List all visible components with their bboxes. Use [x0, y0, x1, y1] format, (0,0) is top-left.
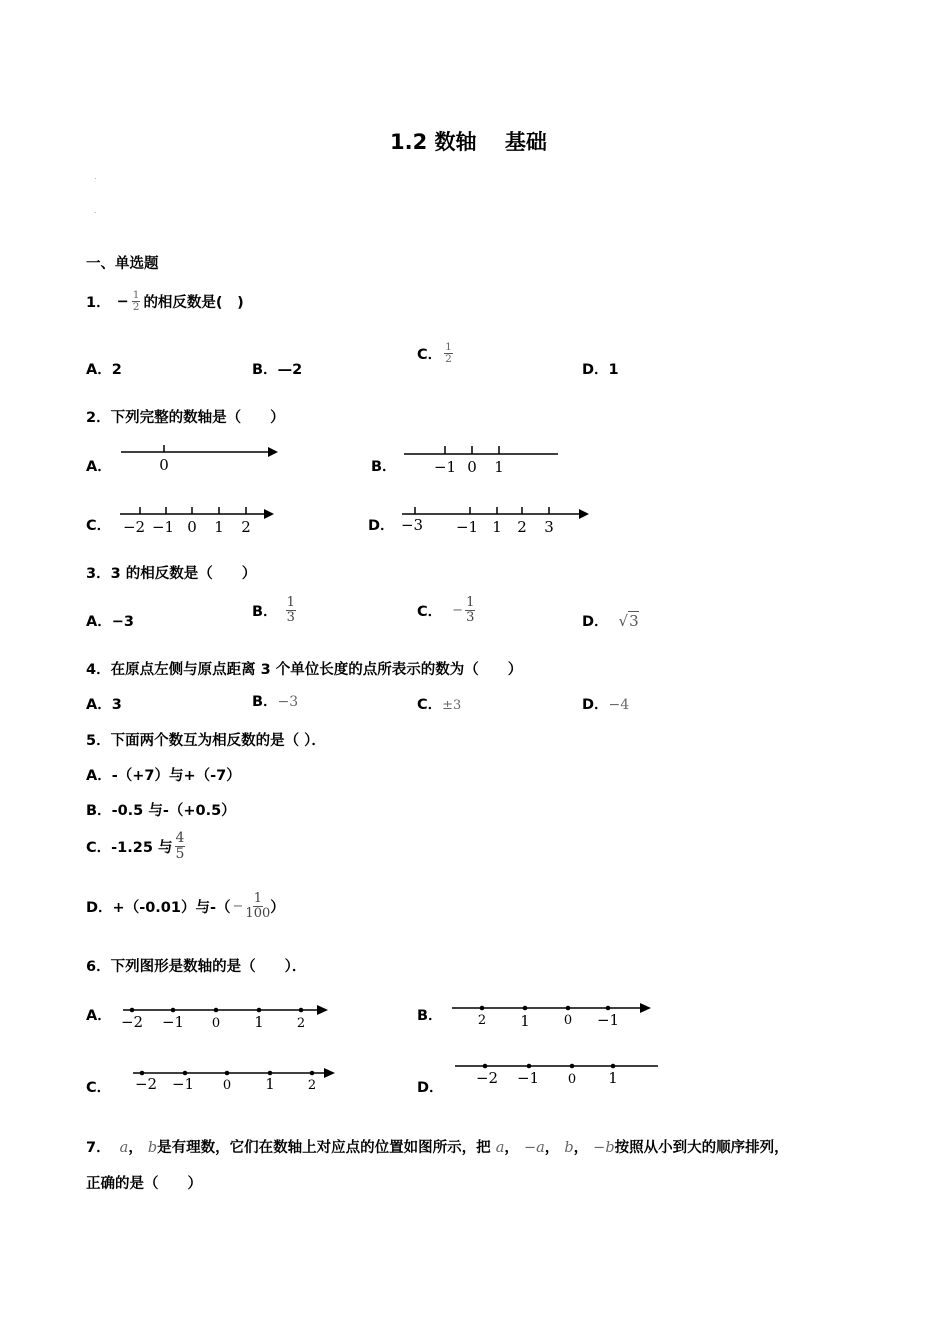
number-line-6b [448, 999, 658, 1031]
question-3-stem: 3．3 的相反数是（ ） [86, 566, 257, 582]
tick-label: 0 [211, 1016, 221, 1031]
option-b: B．—2 [252, 362, 303, 378]
paragraph-mark: . [94, 172, 97, 181]
tick-label: 2 [307, 1078, 317, 1093]
tick-label: 1 [608, 1069, 618, 1087]
option-c: C． [86, 1080, 112, 1096]
number-line-b [400, 440, 565, 476]
option-d: D．1 [582, 362, 619, 378]
page-title: 1.2 数轴 基础 [390, 130, 547, 154]
option-d: D． [417, 1080, 444, 1096]
tick-label: −3 [400, 516, 424, 534]
option-b: B． [417, 1008, 443, 1024]
fraction: $\frac{1}{2}$ [132, 289, 140, 314]
tick-label: 1 [492, 518, 502, 536]
option-a: A．3 [86, 697, 122, 713]
tick-label: −2 [120, 1013, 144, 1031]
question-6-stem: 6．下列图形是数轴的是（ ）． [86, 959, 307, 975]
question-5-stem: 5．下面两个数互为相反数的是（ ）． [86, 733, 326, 749]
tick-label: 0 [567, 1072, 577, 1087]
tick-label: −1 [171, 1075, 195, 1093]
number-line-c [116, 502, 281, 538]
option-b: B．−3 [252, 694, 299, 710]
tick-label: 0 [563, 1013, 573, 1028]
question-2-stem: 2．下列完整的数轴是（ ） [86, 410, 285, 426]
tick-label: −1 [161, 1013, 185, 1031]
tick-label: 1 [520, 1012, 530, 1030]
tick-label: 1 [214, 518, 224, 536]
question-4-stem: 4．在原点左侧与原点距离 3 个单位长度的点所表示的数为（ ） [86, 662, 523, 678]
tick-label: 1 [265, 1075, 275, 1093]
number-line-6c [128, 1064, 343, 1096]
number-line-a [118, 440, 288, 476]
tick-label: −1 [516, 1069, 540, 1087]
paragraph-mark: . [94, 206, 97, 215]
question-text: 的相反数是( ) [143, 295, 244, 312]
square-root: √3 [618, 611, 639, 630]
tick-label: 2 [477, 1013, 487, 1028]
question-7-line2: 正确的是（ ） [86, 1176, 202, 1192]
number-line-d [398, 502, 598, 538]
tick-label: 1 [254, 1013, 264, 1031]
tick-label: −2 [134, 1075, 158, 1093]
question-number: 1． [86, 295, 111, 312]
number-line-6a [118, 1000, 333, 1032]
tick-label: 1 [494, 458, 504, 476]
number-line-6d [450, 1058, 665, 1090]
option-b: B．-0.5 与-（+0.5） [86, 803, 236, 819]
option-c: C． − $\frac{1}{3}$ [417, 595, 475, 625]
tick-label: 0 [187, 518, 197, 536]
section-heading: 一、单选题 [86, 256, 159, 272]
minus-sign: − [116, 293, 129, 310]
option-a: A．2 [86, 362, 122, 378]
option-b: B． $\frac{1}{3}$ [252, 595, 295, 625]
tick-label: −1 [596, 1011, 620, 1029]
tick-label: 2 [241, 518, 251, 536]
tick-label: 2 [517, 518, 527, 536]
tick-label: 3 [544, 518, 554, 536]
tick-label: 2 [296, 1016, 306, 1031]
tick-label: 0 [222, 1078, 232, 1093]
option-a: A．-（+7）与+（-7） [86, 768, 241, 784]
option-d: D． +（-0.01）与-（ − $\frac{1}{100}$ ） [86, 891, 285, 921]
tick-label: −1 [433, 458, 457, 476]
question-7-stem: 7． a， b是有理数，它们在数轴上对应点的位置如图所示，把 a， −a， b， −b按照从小到大的顺序排列， [86, 1140, 789, 1156]
tick-label: −2 [475, 1069, 499, 1087]
tick-label: −2 [122, 518, 146, 536]
option-d: D． √3 [582, 611, 639, 630]
option-c: C． -1.25 与 $\frac{4}{5}$ [86, 830, 185, 862]
tick-label: 0 [159, 456, 169, 474]
tick-label: 0 [467, 458, 477, 476]
option-d: D．−4 [582, 697, 630, 713]
tick-label: −1 [151, 518, 175, 536]
option-a: A．−3 [86, 614, 134, 630]
option-b: B． [371, 459, 397, 475]
option-a: A． [86, 459, 112, 475]
option-a: A． [86, 1008, 112, 1024]
option-c: C．±3 [417, 697, 462, 713]
option-c: C． $\frac{1}{2}$ [417, 341, 452, 366]
option-c: C． [86, 518, 112, 534]
question-1-stem [86, 290, 244, 313]
tick-label: −1 [455, 518, 479, 536]
option-d: D． [368, 518, 395, 534]
